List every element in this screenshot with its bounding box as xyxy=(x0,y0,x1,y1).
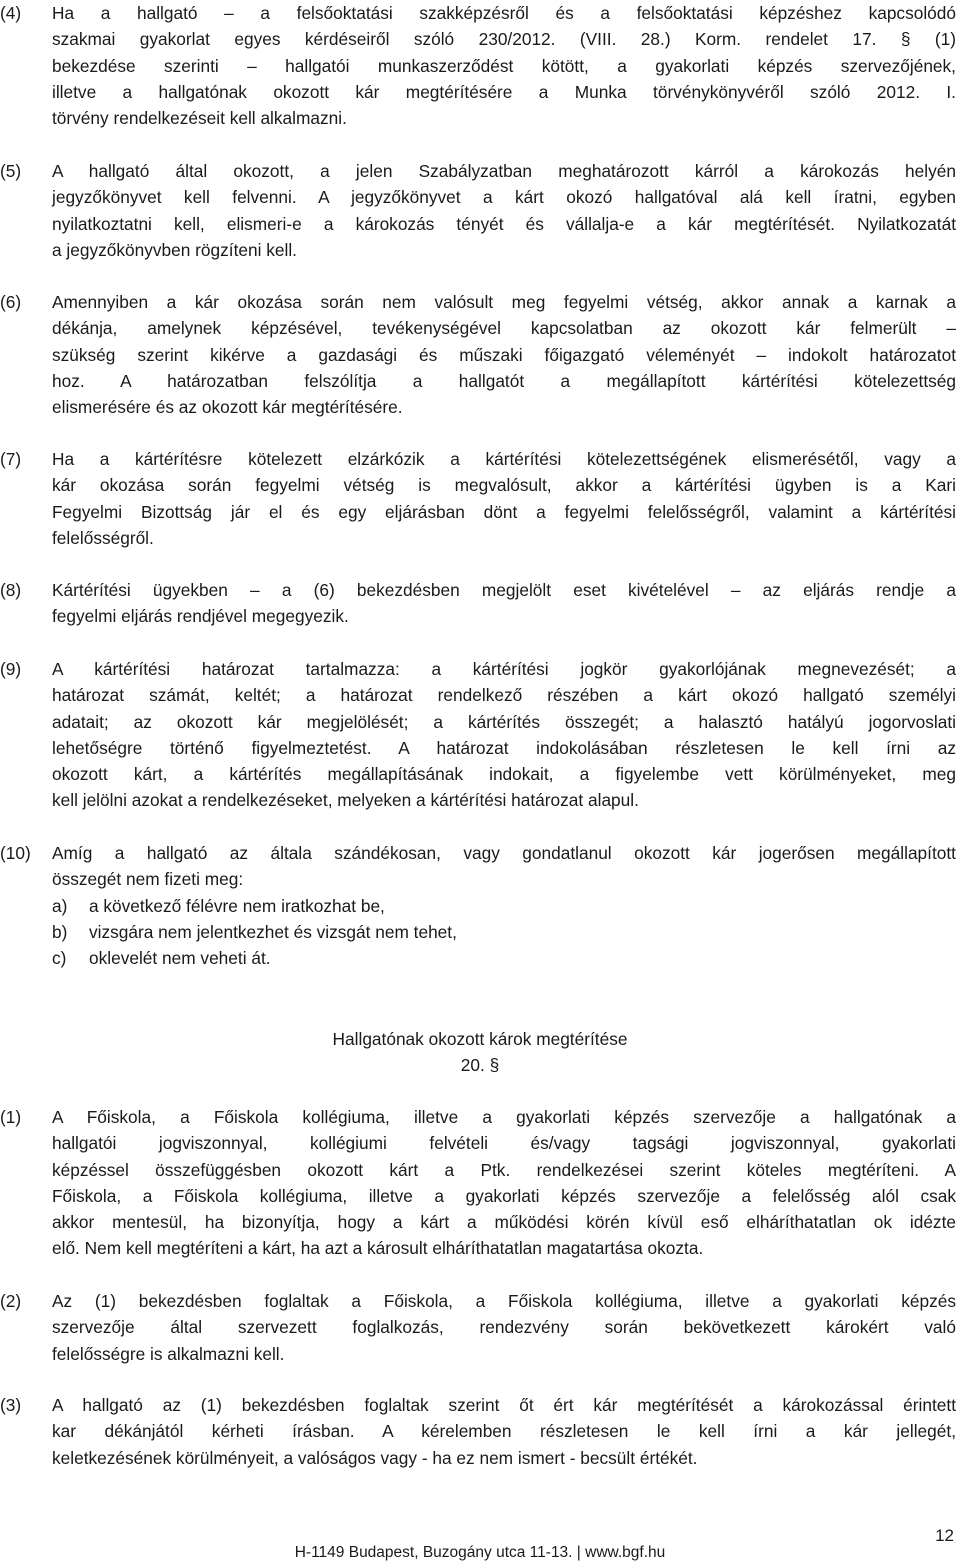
text-line: szükség szerint kikérve a gazdasági és műszaki főigazgató véleményét – indokolt határozatot xyxy=(52,344,956,365)
text-line: törvény rendelkezéseit kell alkalmazni. xyxy=(52,108,347,129)
paragraph-text xyxy=(52,840,956,971)
text-line: Főiskola, a Főiskola kollégiuma, illetve a gyakorlati képzés szervezője a felelősség alól csak xyxy=(52,1185,956,1206)
paragraph-number: (7) xyxy=(0,449,22,469)
paragraph-text xyxy=(52,656,956,814)
list-item-text: oklevelét nem veheti át. xyxy=(89,948,271,969)
paragraph-number: (6) xyxy=(0,292,22,312)
paragraph-text xyxy=(52,289,956,420)
paragraph-text xyxy=(52,1104,956,1262)
text-line: összegét nem fizeti meg: xyxy=(52,869,244,890)
paragraph-6 xyxy=(0,289,960,420)
paragraph-7 xyxy=(0,446,960,551)
text-line: lehetőségre történő figyelmeztetést. A határozat indokolásában részletesen le kell írni az xyxy=(52,737,956,758)
text-line: fegyelmi eljárás rendjével megegyezik. xyxy=(52,606,349,627)
text-line: dékánja, amelynek képzésével, tevékenységével kapcsolatban az okozott kár felmerült – xyxy=(52,318,956,339)
paragraph-20-2 xyxy=(0,1288,960,1367)
list-item-label: a) xyxy=(52,895,68,916)
paragraph-number: (1) xyxy=(0,1107,22,1127)
list-item xyxy=(52,919,956,945)
paragraph-20-3 xyxy=(0,1392,960,1471)
text-line: A hallgató az (1) bekezdésben foglaltak szerint őt ért kár megtérítését a károkozással érintett xyxy=(52,1395,956,1415)
paragraph-number: (9) xyxy=(0,659,22,679)
list-item-label: c) xyxy=(52,948,67,969)
list-item-text: vizsgára nem jelentkezhet és vizsgát nem tehet, xyxy=(89,921,457,942)
paragraph-20-1 xyxy=(0,1104,960,1262)
paragraph-number: (8) xyxy=(0,580,22,600)
paragraph-text xyxy=(52,0,956,131)
text-line: Fegyelmi Bizottság jár el és egy eljárásban dönt a fegyelmi felelősségről, valamint a kártérítési xyxy=(52,501,956,522)
text-line: akkor mentesül, ha bizonyítja, hogy a kárt a működési körén kívül eső elháríthatatlan ok idézte xyxy=(52,1212,956,1233)
text-line: hoz. A határozatban felszólítja a hallgatót a megállapított kártérítési kötelezettség xyxy=(52,370,956,391)
paragraph-10 xyxy=(0,840,960,971)
list-item-label: b) xyxy=(52,921,68,942)
text-line: nyilatkoztatni kell, elismeri-e a károkozás tényét és vállalja-e a kár megtérítését. Nyilatkozatát xyxy=(52,213,956,234)
text-line: képzéssel összefüggésben okozott kárt a Ptk. rendelkezései szerint köteles megtéríteni. A xyxy=(52,1159,956,1180)
paragraph-text xyxy=(52,577,956,630)
paragraph-number: (5) xyxy=(0,161,22,181)
text-line: Kártérítési ügyekben – a (6) bekezdésben megjelölt eset kivételével – az eljárás rendje a xyxy=(52,580,956,600)
text-line: felelősségre is alkalmazni kell. xyxy=(52,1343,285,1364)
text-line: keletkezésének körülményeit, a valóságos vagy - ha ez nem ismert - becsült értékét. xyxy=(52,1447,698,1468)
text-line: határozat számát, keltét; a határozat rendelkező részében a kárt okozó hallgató személyi xyxy=(52,685,956,706)
text-line: szakmai gyakorlat egyes kérdéseiről szóló 230/2012. (VIII. 28.) Korm. rendelet 17. § (1) xyxy=(52,29,956,50)
text-line: szervezője által szervezett foglalkozás, rendezvény során bekövetkezett károkért való xyxy=(52,1317,956,1338)
footer-address: H-1149 Budapest, Buzogány utca 11-13. | www.bgf.hu xyxy=(294,1544,666,1561)
paragraph-text xyxy=(52,1392,956,1471)
text-line: Amennyiben a kár okozása során nem valósult meg fegyelmi vétség, akkor annak a karnak a xyxy=(52,292,956,312)
text-line: illetve a hallgatónak okozott kár megtérítésére a Munka törvénykönyvéről szóló 2012. I. xyxy=(52,81,956,102)
text-line: Az (1) bekezdésben foglaltak a Főiskola, a Főiskola kollégiuma, illetve a gyakorlati képzés xyxy=(52,1291,956,1311)
text-line: Amíg a hallgató az általa szándékosan, vagy gondatlanul okozott kár jogerősen megállapított xyxy=(52,843,956,863)
paragraph-number: (10) xyxy=(0,843,31,863)
text-line: adatait; az okozott kár megjelölését; a kártérítés összegét; a halasztó hatályú jogorvoslati xyxy=(52,711,956,732)
paragraph-5 xyxy=(0,158,960,263)
text-line: okozott kárt, a kártérítés megállapításának indokait, a figyelembe vett körülményeket, meg xyxy=(52,764,956,785)
list-item xyxy=(52,945,956,971)
paragraph-number: (2) xyxy=(0,1291,22,1311)
section-heading-title: Hallgatónak okozott károk megtérítése xyxy=(332,1029,628,1049)
paragraph-number: (4) xyxy=(0,3,22,23)
page-number: 12 xyxy=(935,1526,954,1545)
text-line: jegyzőkönyvet kell felvenni. A jegyzőkönyvet a kárt okozó hallgatóval alá kell íratni, egyben xyxy=(52,187,956,208)
text-line: kell jelölni azokat a rendelkezéseket, melyeken a kártérítési határozat alapul. xyxy=(52,790,639,811)
paragraph-number: (3) xyxy=(0,1395,22,1415)
text-line: Ha a kártérítésre kötelezett elzárkózik a kártérítési kötelezettségének elismerésétől, vagy a xyxy=(52,449,956,469)
paragraph-8 xyxy=(0,577,960,630)
paragraph-4 xyxy=(0,0,960,131)
list-item xyxy=(52,893,956,919)
text-line: hallgatói jogviszonnyal, kollégiumi felvételi és/vagy tagsági jogviszonnyal, gyakorlati xyxy=(52,1133,956,1154)
text-line: kár okozása során fegyelmi vétség is megvalósult, akkor a kártérítési ügyben is a Kari xyxy=(52,475,956,496)
section-heading-number: 20. § xyxy=(460,1055,500,1075)
text-line: A Főiskola, a Főiskola kollégiuma, illetve a gyakorlati képzés szervezője a hallgatónak a xyxy=(52,1107,956,1127)
text-line: Ha a hallgató – a felsőoktatási szakképzésről és a felsőoktatási képzéshez kapcsolódó xyxy=(52,3,956,23)
text-line: A kártérítési határozat tartalmazza: a kártérítési jogkör gyakorlójának megnevezését; a xyxy=(52,659,956,679)
list-item-text: a következő félévre nem iratkozhat be, xyxy=(89,895,385,916)
text-line: felelősségről. xyxy=(52,527,154,548)
text-line: a jegyzőkönyvben rögzíteni kell. xyxy=(52,239,297,260)
text-line: A hallgató által okozott, a jelen Szabályzatban meghatározott kárról a károkozás helyén xyxy=(52,161,956,181)
text-line: elő. Nem kell megtéríteni a kárt, ha azt a károsult elháríthatatlan magatartása okozta. xyxy=(52,1238,704,1259)
text-line: bekezdése szerinti – hallgatói munkaszerződést kötött, a gyakorlati képzés szervezőjének, xyxy=(52,55,956,76)
paragraph-text xyxy=(52,446,956,551)
text-line: kar dékánjától kérheti írásban. A kérelemben részletesen le kell írni a kár jellegét, xyxy=(52,1421,956,1442)
paragraph-text xyxy=(52,1288,956,1367)
paragraph-9 xyxy=(0,656,960,814)
paragraph-text xyxy=(52,158,956,263)
text-line: elismerésére és az okozott kár megtérítésére. xyxy=(52,397,403,418)
